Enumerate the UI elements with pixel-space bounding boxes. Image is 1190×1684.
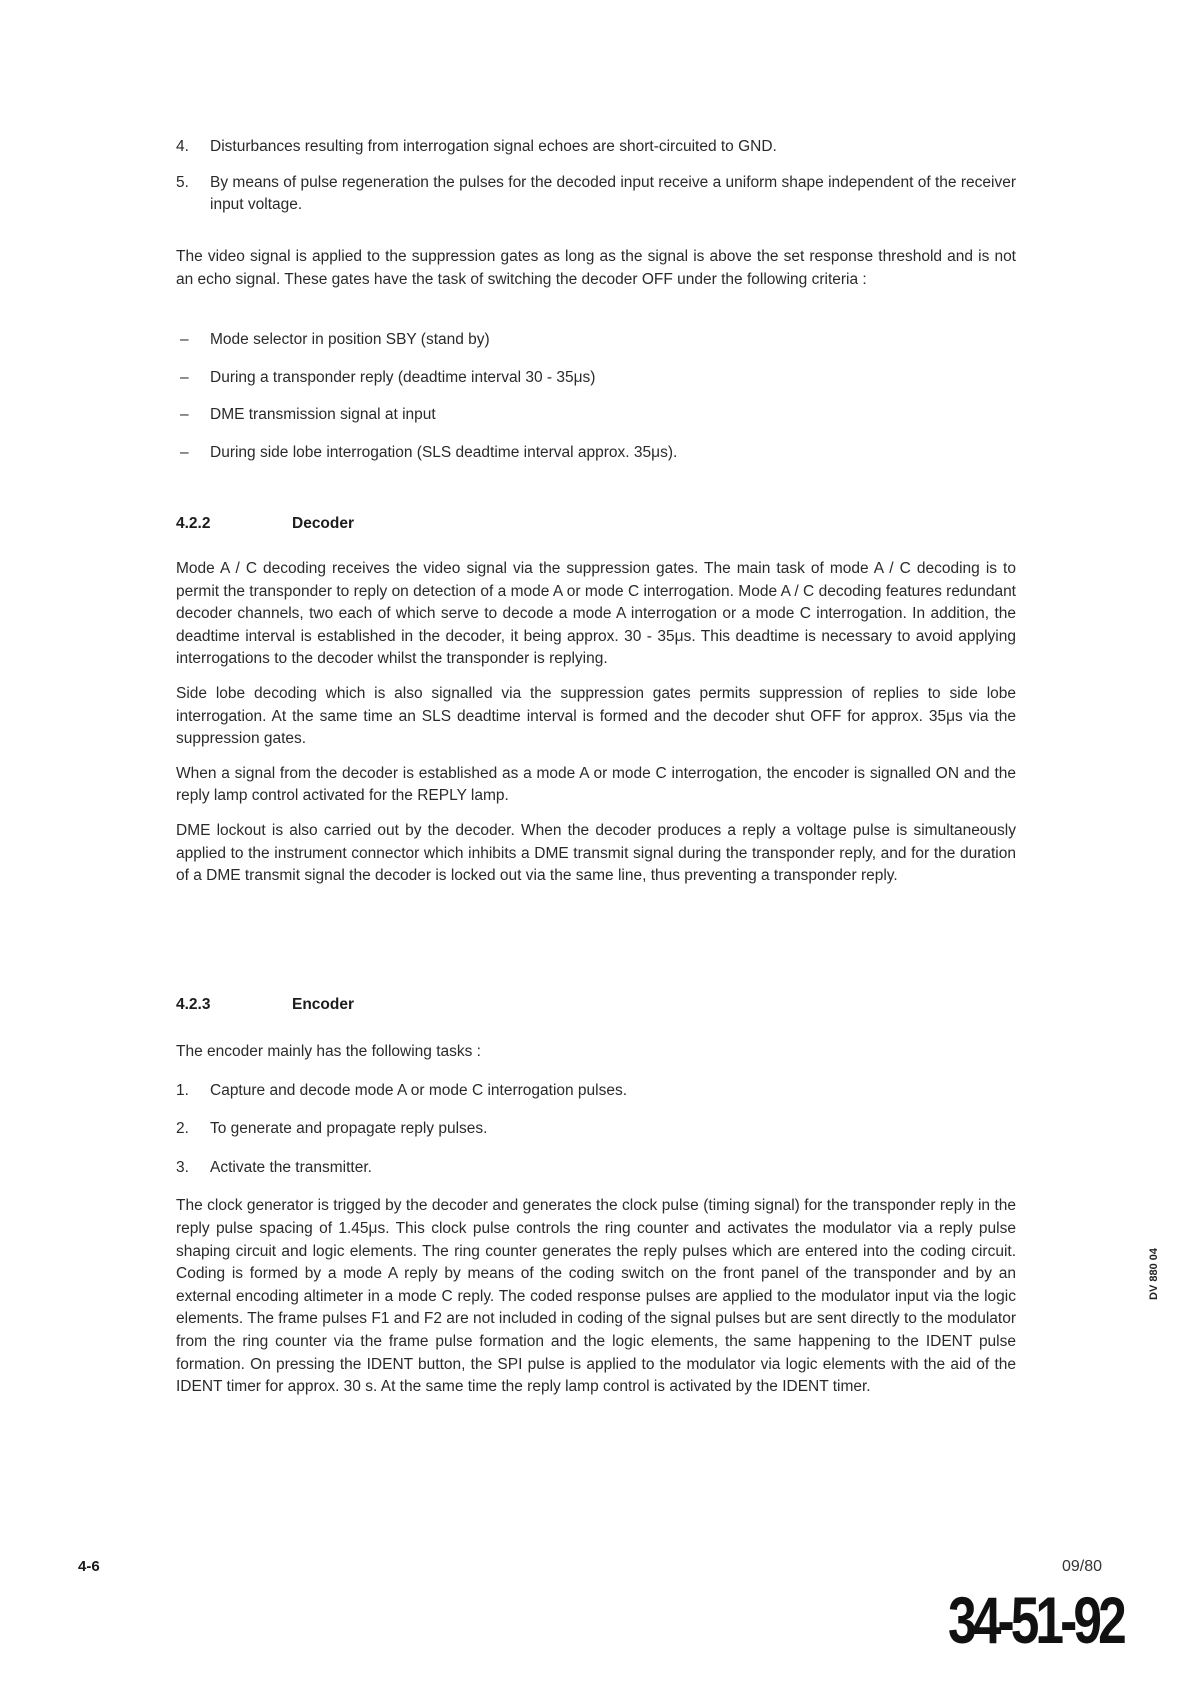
list-item xyxy=(176,442,1016,465)
item-text: Activate the transmitter. xyxy=(210,1158,372,1176)
body-paragraph: DME lockout is also carried out by the decoder. When the decoder produces a reply a voltage pulse is simultaneously applied to the instrument connector which inhibits a DME transmit signal during the transponder reply, and for the duration of a DME transmit signal the decoder is locked out via the same line, thus preventing a transponder reply. xyxy=(176,821,1016,885)
list-item xyxy=(176,1118,1016,1141)
item-text: DME transmission signal at input xyxy=(210,406,436,424)
item-number: 3. xyxy=(176,1158,189,1176)
section-heading-decoder xyxy=(176,515,1016,533)
item-text: Capture and decode mode A or mode C interrogation pulses. xyxy=(210,1081,628,1099)
list-item xyxy=(176,136,1016,159)
section-title: Decoder xyxy=(292,515,355,532)
section-number: 4.2.2 xyxy=(176,515,211,532)
section-number: 4.2.3 xyxy=(176,996,211,1013)
decoder-section xyxy=(176,558,1016,888)
dash-bullet: – xyxy=(180,331,189,348)
item-text: During side lobe interrogation (SLS deadtime interval approx. 35μs). xyxy=(210,443,678,461)
encoder-section xyxy=(176,1041,1016,1399)
body-paragraph: The clock generator is trigged by the decoder and generates the clock pulse (timing signal) for the transponder reply in the reply pulse spacing of 1.45μs. This clock pulse controls the ring counter and activates the modulator via a reply pulse shaping circuit and logic elements. The ring counter generates the reply pulses which are entered into the coding circuit. Coding is formed by a mode A reply by means of the coding switch on the front panel of the transponder and by an external encoding altimeter in a mode C reply. The coded response pulses are applied to the modulator input via the logic elements. The frame pulses F1 and F2 are not included in coding of the signal pulses but are sent directly to the modulator from the ring counter via the frame pulse formation and the logic elements, the same happening to the IDENT pulse formation. On pressing the IDENT button, the SPI pulse is applied to the modulator via logic elements with the aid of the IDENT timer for approx. 30 s. At the same time the reply lamp control is activated by the IDENT timer. xyxy=(176,1197,1016,1396)
list-item xyxy=(176,1080,1016,1103)
body-paragraph: The encoder mainly has the following tasks : xyxy=(176,1043,481,1060)
body-paragraph: Side lobe decoding which is also signalled via the suppression gates permits suppression of replies to side lobe interrogation. At the same time an SLS deadtime interval is formed and the decoder shut OFF for approx. 35μs via the suppression gates. xyxy=(176,684,1016,748)
page-number: 4-6 xyxy=(78,1558,100,1575)
list-item xyxy=(176,329,1016,352)
body-paragraph: When a signal from the decoder is established as a mode A or mode C interrogation, the encoder is signalled ON and the reply lamp control activated for the REPLY lamp. xyxy=(176,764,1016,805)
item-number: 1. xyxy=(176,1081,189,1099)
list-item xyxy=(176,172,1016,217)
section-heading-encoder xyxy=(176,996,1016,1014)
document-number: 34-51-92 xyxy=(948,1583,1123,1657)
dash-bullet: – xyxy=(180,443,189,461)
revision-date: 09/80 xyxy=(1062,1558,1103,1575)
item-number: 2. xyxy=(176,1120,189,1138)
criteria-list xyxy=(176,329,1016,464)
section-title: Encoder xyxy=(292,996,355,1013)
dash-bullet: – xyxy=(180,368,189,386)
item-number: 4. xyxy=(176,138,189,155)
item-text: Mode selector in position SBY (stand by) xyxy=(210,331,490,348)
list-item xyxy=(176,367,1016,390)
video-paragraph-block xyxy=(176,246,1016,291)
side-document-code: DV 880 04 xyxy=(1148,1248,1160,1300)
item-text: To generate and propagate reply pulses. xyxy=(210,1120,488,1138)
item-text: By means of pulse regeneration the pulses for the decoded input receive a uniform shape independent of the receiver input voltage. xyxy=(210,173,1016,214)
item-text: During a transponder reply (deadtime interval 30 - 35μs) xyxy=(210,368,596,386)
list-item xyxy=(176,1157,1016,1180)
dash-bullet: – xyxy=(180,406,189,424)
body-paragraph: Mode A / C decoding receives the video signal via the suppression gates. The main task of mode A / C decoding is to permit the transponder to reply on detection of a mode A or mode C interrogation. Mode A / C decoding features redundant decoder channels, two each of which serve to decode a mode A interrogation or a mode C interrogation. In addition, the deadtime interval is established in the decoder, it being approx. 30 - 35μs. This deadtime is necessary to avoid applying interrogations to the decoder whilst the transponder is replying. xyxy=(176,560,1016,668)
list-item xyxy=(176,404,1016,427)
item-text: Disturbances resulting from interrogation signal echoes are short-circuited to GND. xyxy=(210,138,777,155)
item-number: 5. xyxy=(176,173,189,191)
intro-list xyxy=(176,136,1016,217)
body-paragraph: The video signal is applied to the suppression gates as long as the signal is above the set response threshold and is not an echo signal. These gates have the task of switching the decoder OFF under the following criteria : xyxy=(176,248,1016,288)
